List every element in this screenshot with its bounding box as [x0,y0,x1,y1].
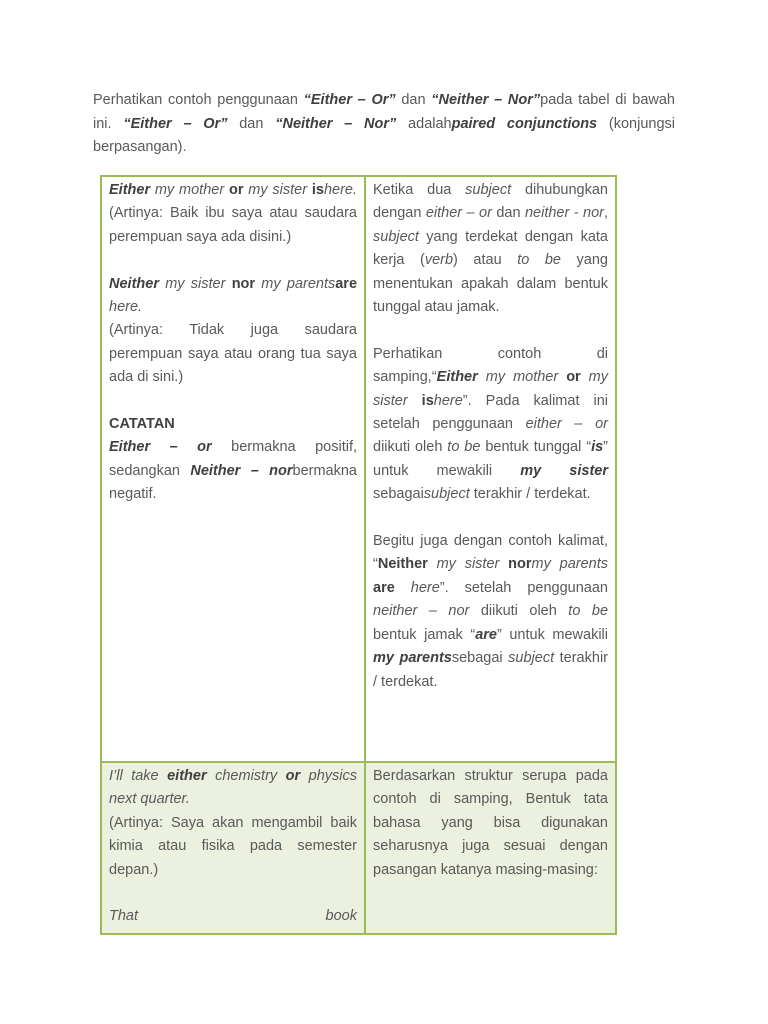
row2-left-cell [101,762,365,934]
row1-left-cell [101,176,365,762]
table-row [101,176,616,762]
row2-right-cell [365,762,616,934]
note-text: Either – or bermakna positif, sedangkan Neither – norbermakna negatif. [109,439,357,503]
example-either-or-translation: (Artinya: Baik ibu saya atau saudara perempuan saya ada disini.) [109,205,357,245]
example-partial: That book [109,908,357,925]
intro-paragraph: Perhatikan contoh penggunaan “Either – Or” dan “Neither – Nor”pada tabel di bawah ini. “Either – Or” dan “Neither – Nor” adalahpaired conjunctions (konjungsi berpasangan). [93,92,675,155]
note-title: CATATAN [109,416,175,433]
explanation-paragraph-1: Ketika dua subject dihubungkan dengan either – or dan neither - nor, subject yang terdekat dengan kata kerja (verb) atau to be yang menentukan apakah dalam bentuk tunggal atau jamak. [373,182,608,316]
exercise-instruction: Berdasarkan struktur serupa pada contoh di samping, Bentuk tata bahasa yang bisa digunakan seharusnya juga sesuai dengan pasangan katanya masing-masing: [373,768,608,878]
example-neither-nor-translation: (Artinya: Tidak juga saudara perempuan saya atau orang tua saya ada di sini.) [109,322,357,386]
explanation-paragraph-3: Begitu juga dengan contoh kalimat, “Neither my sister normy parents are here”. setelah penggunaan neither – nor diikuti oleh to be bentuk jamak “are” untuk mewakili my parentssebagai subject terakhir / terdekat. [373,533,609,690]
table-row [101,762,616,934]
example-either-or: Either my mother or my sister ishere. [109,182,358,198]
row1-right-cell [365,176,616,762]
explanation-paragraph-2: Perhatikan contoh di samping,“Either my mother or my sister ishere”. Pada kalimat ini setelah penggunaan either – or diikuti oleh to be bentuk tunggal “is” untuk mewakili my sister sebagaisubject terakhir / terdekat. [373,345,609,503]
example-either-or-2: I’ll take either chemistry or physics next quarter. [109,768,357,808]
example-neither-nor: Neither my sister nor my parentsare here. [109,275,358,316]
examples-table [100,175,617,935]
example-either-or-2-translation: (Artinya: Saya akan mengambil baik kimia atau fisika pada semester depan.) [109,814,357,878]
